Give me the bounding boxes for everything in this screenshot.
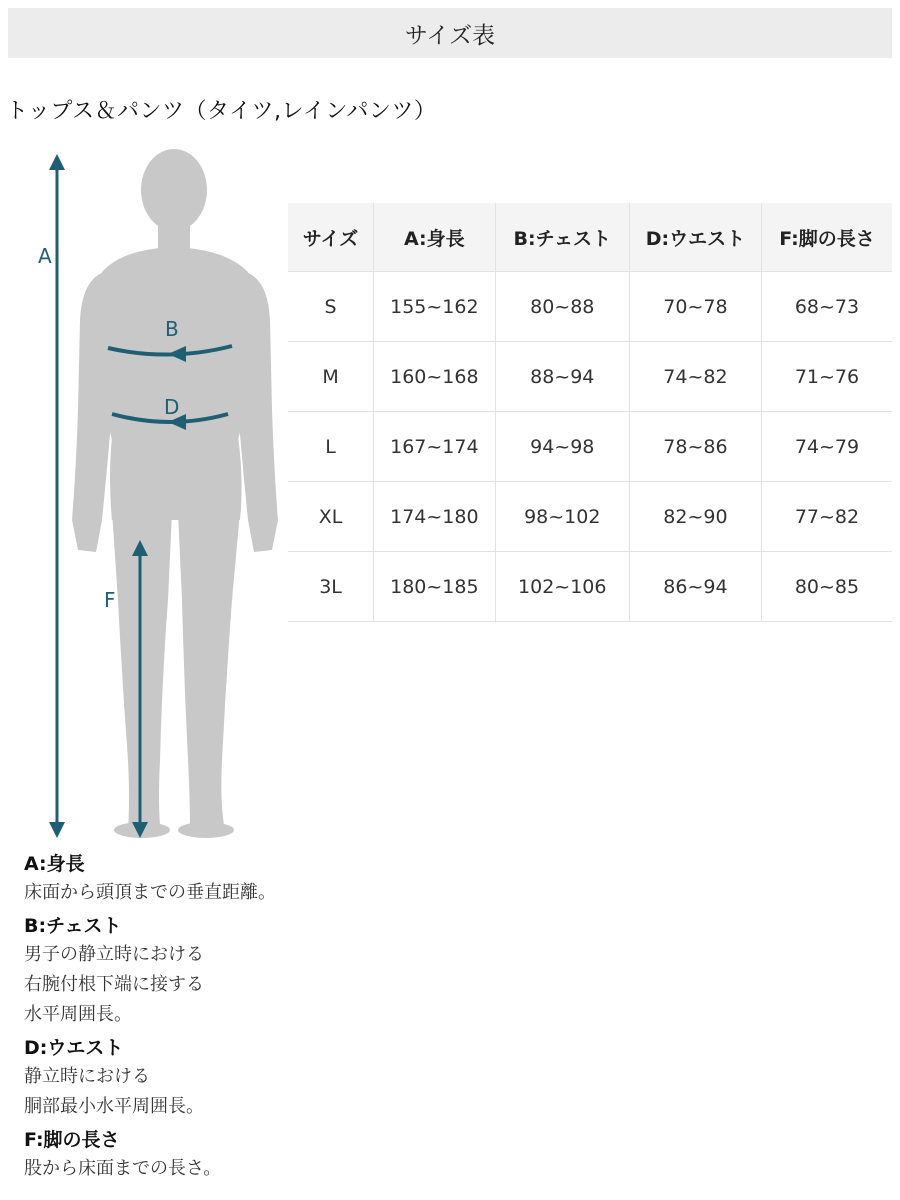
cell-size: M (288, 342, 374, 412)
page-title: サイズ表 (404, 22, 496, 49)
body-silhouette (72, 149, 278, 838)
measurement-legend (24, 850, 444, 1184)
header-leg-length: F:脚の長さ (761, 203, 892, 272)
header-size: サイズ (288, 203, 374, 272)
legend-description: 股から床面までの長さ。 (24, 1158, 222, 1179)
legend-description: 床面から頭頂までの垂直距離。 (24, 882, 276, 903)
cell-waist: 70~78 (629, 272, 761, 342)
header-bar (8, 8, 892, 58)
legend-item-waist (24, 1034, 444, 1122)
legend-title: F:脚の長さ (24, 1129, 120, 1151)
table-row (288, 552, 892, 622)
table-row (288, 342, 892, 412)
cell-height: 167~174 (374, 412, 496, 482)
legend-title: B:チェスト (24, 915, 122, 937)
cell-waist: 78~86 (629, 412, 761, 482)
cell-height: 174~180 (374, 482, 496, 552)
cell-waist: 86~94 (629, 552, 761, 622)
label-a: A (38, 244, 52, 268)
cell-size: 3L (288, 552, 374, 622)
cell-leg-length: 68~73 (761, 272, 892, 342)
body-measurement-figure (0, 140, 300, 850)
cell-leg-length: 74~79 (761, 412, 892, 482)
header-chest: B:チェスト (495, 203, 629, 272)
table-row (288, 412, 892, 482)
cell-height: 155~162 (374, 272, 496, 342)
cell-leg-length: 71~76 (761, 342, 892, 412)
cell-size: L (288, 412, 374, 482)
size-table (288, 203, 892, 622)
cell-height: 160~168 (374, 342, 496, 412)
cell-height: 180~185 (374, 552, 496, 622)
cell-leg-length: 80~85 (761, 552, 892, 622)
table-row (288, 482, 892, 552)
legend-item-height (24, 850, 444, 908)
cell-size: XL (288, 482, 374, 552)
legend-item-chest (24, 912, 444, 1030)
cell-chest: 102~106 (495, 552, 629, 622)
legend-title: A:身長 (24, 853, 85, 875)
cell-waist: 82~90 (629, 482, 761, 552)
cell-leg-length: 77~82 (761, 482, 892, 552)
legend-title: D:ウエスト (24, 1037, 124, 1059)
cell-chest: 88~94 (495, 342, 629, 412)
cell-chest: 94~98 (495, 412, 629, 482)
header-height: A:身長 (374, 203, 496, 272)
legend-item-leg-length (24, 1126, 444, 1184)
label-d: D (164, 395, 180, 419)
section-title: トップス＆パンツ（タイツ,レインパンツ） (6, 99, 437, 124)
cell-size: S (288, 272, 374, 342)
label-b: B (165, 317, 179, 341)
legend-description: 静立時における 胴部最小水平周囲長。 (24, 1066, 204, 1117)
cell-waist: 74~82 (629, 342, 761, 412)
label-f: F (104, 588, 116, 612)
legend-description: 男子の静立時における 右腕付根下端に接する 水平周囲長。 (24, 944, 204, 1025)
header-waist: D:ウエスト (629, 203, 761, 272)
table-header-row (288, 203, 892, 272)
cell-chest: 98~102 (495, 482, 629, 552)
table-row (288, 272, 892, 342)
cell-chest: 80~88 (495, 272, 629, 342)
